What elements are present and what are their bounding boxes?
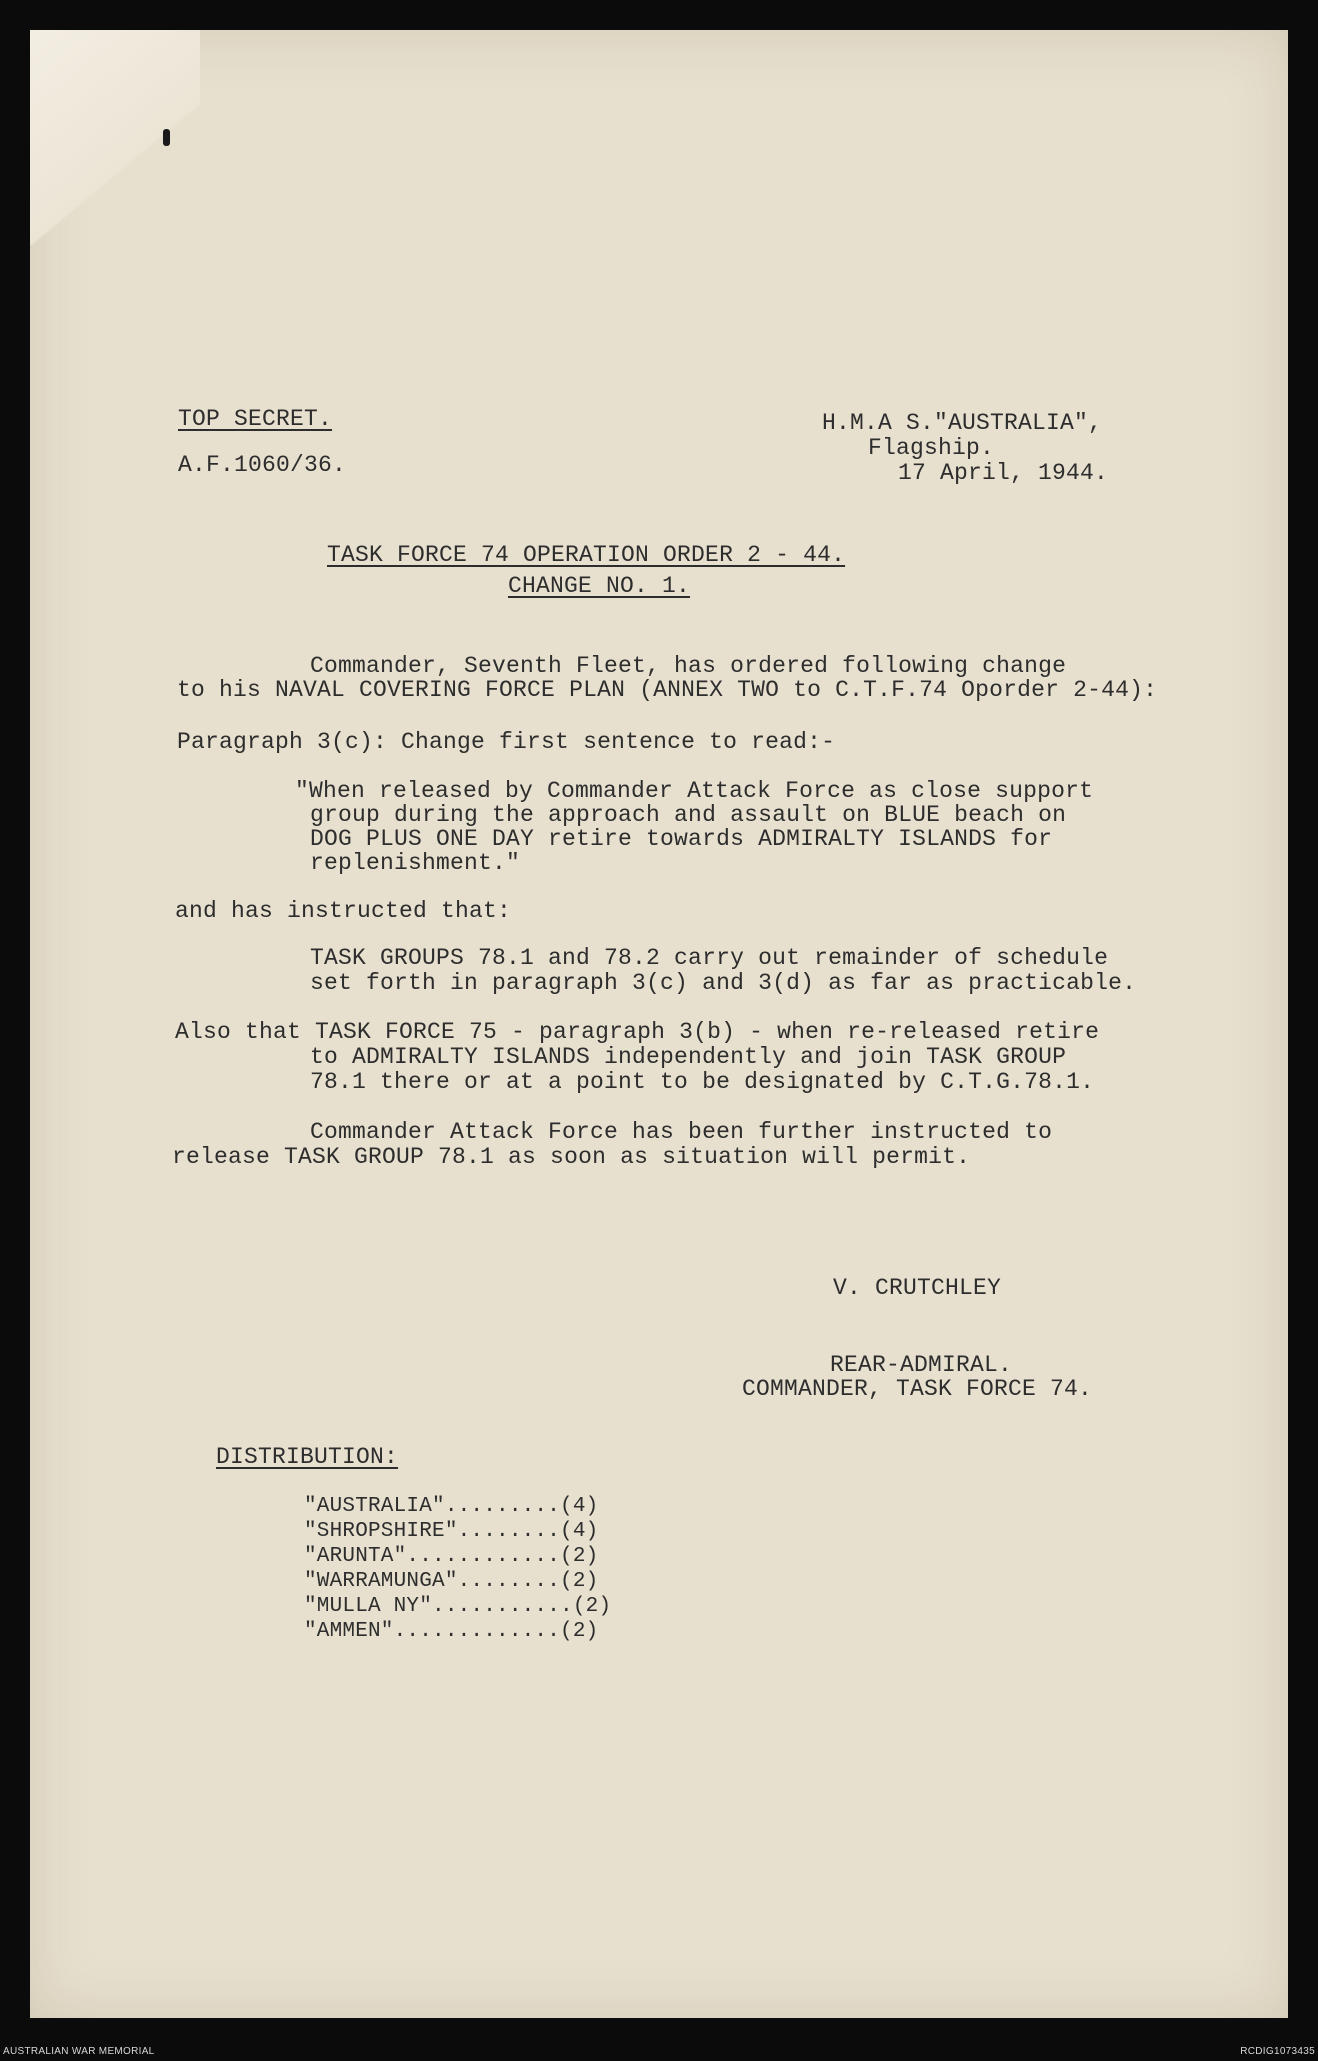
distribution-item: "AUSTRALIA".........(4) — [304, 1495, 599, 1518]
archive-credit: AUSTRALIAN WAR MEMORIAL — [3, 2046, 155, 2057]
distribution-item: "MULLA NY"...........(2) — [304, 1595, 612, 1618]
ship-name: H.M.A S."AUSTRALIA", — [822, 410, 1103, 436]
task-force-75-line-1: Also that TASK FORCE 75 - paragraph 3(b) - when re-released retire — [175, 1019, 1100, 1045]
distribution-item: "ARUNTA"............(2) — [304, 1545, 599, 1568]
distribution-heading: DISTRIBUTION: — [216, 1444, 399, 1470]
task-force-75-line-2: to ADMIRALTY ISLANDS independently and join TASK GROUP — [310, 1044, 1067, 1070]
quote-line-4: replenishment." — [310, 850, 521, 876]
quote-line-3: DOG PLUS ONE DAY retire towards ADMIRALTY ISLANDS for — [310, 826, 1053, 852]
distribution-item: "SHROPSHIRE"........(4) — [304, 1520, 599, 1543]
attack-force-line-2: release TASK GROUP 78.1 as soon as situation will permit. — [172, 1144, 971, 1170]
attack-force-line-1: Commander Attack Force has been further instructed to — [310, 1119, 1053, 1145]
archive-id: RCDIG1073435 — [1240, 2046, 1315, 2057]
ink-mark — [163, 129, 170, 146]
quote-line-1: "When released by Commander Attack Force as close support — [295, 778, 1094, 804]
change-number: CHANGE NO. 1. — [508, 573, 691, 599]
intro-line-2: to his NAVAL COVERING FORCE PLAN (ANNEX TWO to C.T.F.74 Oporder 2-44): — [177, 677, 1158, 703]
signatory-title: COMMANDER, TASK FORCE 74. — [742, 1376, 1093, 1402]
task-groups-line-2: set forth in paragraph 3(c) and 3(d) as far as practicable. — [310, 970, 1137, 996]
distribution-item: "AMMEN".............(2) — [304, 1620, 599, 1643]
intro-line-1: Commander, Seventh Fleet, has ordered following change — [310, 653, 1067, 679]
signatory-name: V. CRUTCHLEY — [833, 1275, 1002, 1301]
quote-line-2: group during the approach and assault on BLUE beach on — [310, 802, 1067, 828]
document-date: 17 April, 1944. — [898, 460, 1109, 486]
instructed-line: and has instructed that: — [175, 898, 512, 924]
task-groups-line-1: TASK GROUPS 78.1 and 78.2 carry out remainder of schedule — [310, 945, 1109, 971]
classification: TOP SECRET. — [178, 406, 333, 432]
reference-number: A.F.1060/36. — [178, 452, 347, 478]
distribution-item: "WARRAMUNGA"........(2) — [304, 1570, 599, 1593]
paragraph-reference: Paragraph 3(c): Change first sentence to read:- — [177, 729, 836, 755]
signatory-rank: REAR-ADMIRAL. — [830, 1352, 1013, 1378]
task-force-75-line-3: 78.1 there or at a point to be designated by C.T.G.78.1. — [310, 1069, 1095, 1095]
ship-role: Flagship. — [868, 435, 995, 461]
folded-corner — [30, 30, 200, 245]
document-title: TASK FORCE 74 OPERATION ORDER 2 - 44. — [327, 542, 846, 568]
